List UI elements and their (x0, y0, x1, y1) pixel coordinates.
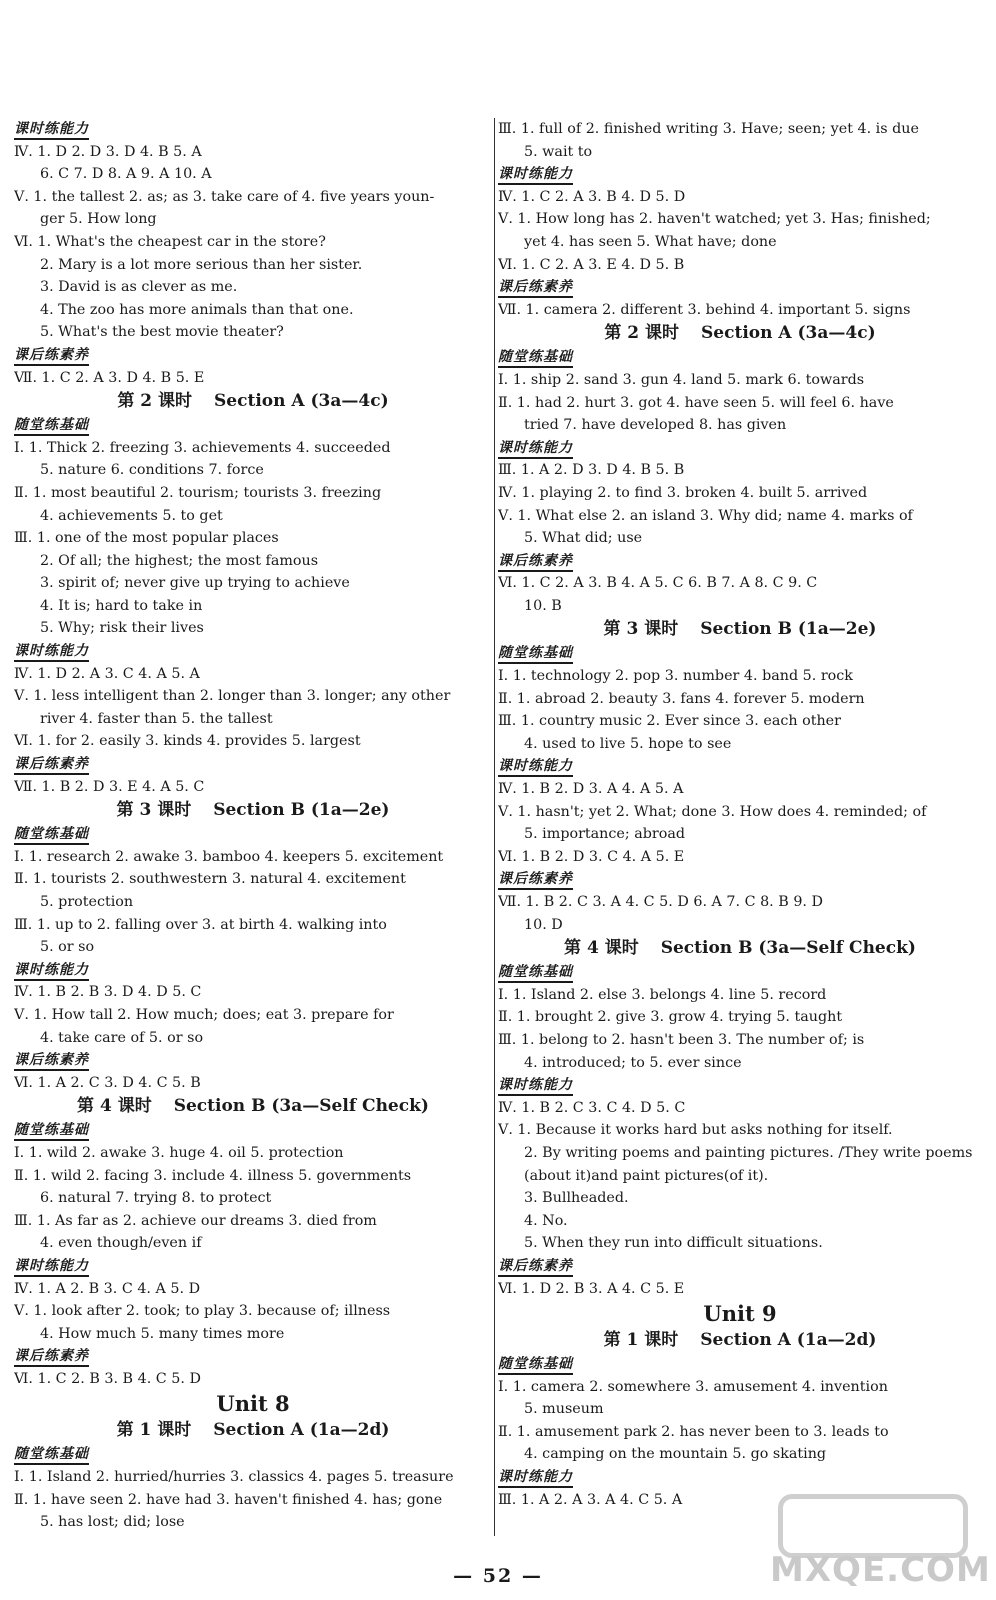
section-tag (498, 961, 982, 984)
answer-line: Ⅲ. 1. A 2. D 3. D 4. B 5. B (498, 462, 685, 479)
answer-line: Ⅲ. 1. full of 2. finished writing 3. Have; seen; yet 4. is due (498, 121, 919, 137)
answer-line: Ⅰ. 1. Thick 2. freezing 3. achievements 4. succeeded (14, 439, 391, 456)
answer-line-continued: 4. introduced; to 5. ever since (524, 1054, 742, 1071)
answer-line: Ⅲ. 1. A 2. A 3. A 4. C 5. A (498, 1491, 683, 1508)
answer-line-continued: 4. No. (524, 1212, 568, 1229)
lesson-heading (498, 617, 982, 642)
answer-line: Ⅲ. 1. country music 2. Ever since 3. each other (498, 713, 841, 730)
section-tag-label: 随堂练基础 (14, 1446, 89, 1465)
lesson-heading (498, 936, 982, 961)
answer-line-continued: yet 4. has seen 5. What have; done (524, 233, 777, 250)
watermark-logo (770, 1492, 991, 1592)
column-divider (494, 118, 495, 1536)
section-tag (14, 640, 492, 663)
section-tag-label: 课时练能力 (14, 643, 89, 662)
answer-line: Ⅶ. 1. camera 2. different 3. behind 4. important 5. signs (498, 301, 911, 318)
section-tag (14, 1049, 492, 1072)
answer-line-continued: 4. camping on the mountain 5. go skating (524, 1446, 827, 1463)
answer-line: Ⅴ. 1. the tallest 2. as; as 3. take care of 4. five years youn- (14, 188, 435, 205)
section-tag-label: 课后练素养 (14, 1052, 89, 1071)
section-tag-label: 课时练能力 (498, 440, 573, 459)
section-tag-label: 课时练能力 (14, 962, 89, 981)
answer-line: Ⅵ. 1. B 2. D 3. C 4. A 5. E (498, 848, 685, 865)
lesson-section: Section B (3a—Self Check) (660, 938, 916, 959)
answer-line: Ⅴ. 1. less intelligent than 2. longer than 3. longer; any other (14, 688, 451, 705)
answer-line: Ⅴ. 1. What else 2. an island 3. Why did; name 4. marks of (498, 507, 913, 524)
section-tag (498, 642, 982, 665)
watermark-text: MXQE.COM (770, 1550, 991, 1590)
answer-line: Ⅰ. 1. camera 2. somewhere 3. amusement 4. invention (498, 1378, 888, 1395)
answer-line: Ⅳ. 1. D 2. D 3. D 4. B 5. A (14, 143, 202, 160)
lesson-heading (14, 1094, 492, 1119)
section-tag-label: 随堂练基础 (498, 349, 573, 368)
answer-line-continued: 5. What's the best movie theater? (40, 324, 284, 341)
lesson-number: 第 3 课时 (116, 800, 192, 821)
answer-line-continued: 5. When they run into difficult situations. (524, 1235, 823, 1252)
answer-line: Ⅰ. 1. ship 2. sand 3. gun 4. land 5. mark 6. towards (498, 371, 865, 388)
answer-line-continued: 5. What did; use (524, 530, 643, 547)
section-tag (498, 550, 982, 573)
answer-line: Ⅰ. 1. research 2. awake 3. bamboo 4. keepers 5. excitement (14, 848, 444, 865)
lesson-number: 第 2 课时 (604, 323, 680, 344)
section-tag (498, 346, 982, 369)
answer-line: Ⅶ. 1. B 2. D 3. E 4. A 5. C (14, 778, 205, 795)
section-tag (14, 414, 492, 437)
answer-line-continued: 2. By writing poems and painting pictures. /They write poems (524, 1144, 973, 1161)
section-tag-label: 随堂练基础 (14, 826, 89, 845)
answer-line-continued: 4. even though/even if (40, 1235, 202, 1252)
lesson-heading (14, 389, 492, 414)
lesson-section: Section A (1a—2d) (700, 1330, 877, 1351)
answer-line: Ⅳ. 1. D 2. A 3. C 4. A 5. A (14, 665, 200, 682)
section-tag (14, 823, 492, 846)
answer-line-continued: 5. protection (40, 894, 134, 910)
answer-line: Ⅶ. 1. B 2. C 3. A 4. C 5. D 6. A 7. C 8. B 9. D (498, 894, 823, 910)
answer-line: Ⅳ. 1. C 2. A 3. B 4. D 5. D (498, 188, 686, 205)
lesson-heading (14, 798, 492, 823)
answer-line: Ⅴ. 1. look after 2. took; to play 3. because of; illness (14, 1303, 391, 1320)
section-tag (498, 437, 982, 460)
answer-line: Ⅴ. 1. How tall 2. How much; does; eat 3. prepare for (14, 1006, 394, 1023)
section-tag-label: 课后练素养 (14, 347, 89, 366)
answer-line: Ⅰ. 1. technology 2. pop 3. number 4. band 5. rock (498, 668, 853, 685)
section-tag (498, 1074, 982, 1097)
answer-line-continued: 5. or so (40, 939, 95, 956)
left-column (14, 118, 492, 1534)
lesson-number: 第 4 课时 (77, 1096, 152, 1117)
answer-line: Ⅲ. 1. one of the most popular places (14, 530, 279, 547)
answer-line-continued: 4. take care of 5. or so (40, 1029, 204, 1046)
lesson-section: Section A (1a—2d) (213, 1420, 390, 1441)
answer-line-continued: 3. spirit of; never give up trying to achieve (40, 575, 350, 592)
answer-line: Ⅰ. 1. Island 2. else 3. belongs 4. line 5. record (498, 986, 827, 1003)
section-tag (498, 1353, 982, 1376)
section-tag (14, 118, 492, 141)
answer-line: Ⅳ. 1. B 2. D 3. A 4. A 5. A (498, 781, 684, 798)
section-tag-label: 随堂练基础 (14, 1122, 89, 1141)
section-tag-label: 课后练素养 (498, 871, 573, 890)
answer-line: Ⅵ. 1. A 2. C 3. D 4. C 5. B (14, 1074, 201, 1091)
answer-line-continued: (about it)and paint pictures(of it). (524, 1167, 769, 1184)
section-tag-label: 课后练素养 (14, 756, 89, 775)
answer-line-continued: tried 7. have developed 8. has given (524, 417, 787, 434)
section-tag-label: 课后练素养 (498, 553, 573, 572)
lesson-number: 第 2 课时 (117, 391, 193, 412)
section-tag (14, 1255, 492, 1278)
answer-line: Ⅱ. 1. had 2. hurt 3. got 4. have seen 5. will feel 6. have (498, 394, 894, 411)
section-tag (498, 1466, 982, 1489)
answer-line: Ⅱ. 1. tourists 2. southwestern 3. natural 4. excitement (14, 871, 406, 888)
answer-line: Ⅵ. 1. What's the cheapest car in the store? (14, 233, 326, 250)
answer-line: Ⅰ. 1. wild 2. awake 3. huge 4. oil 5. protection (14, 1144, 344, 1161)
answer-line-continued: 6. natural 7. trying 8. to protect (40, 1190, 272, 1207)
section-tag-label: 随堂练基础 (14, 417, 89, 436)
answer-line-continued: 3. Bullheaded. (524, 1190, 629, 1207)
answer-line: Ⅱ. 1. have seen 2. have had 3. haven't finished 4. has; gone (14, 1491, 443, 1508)
section-tag (498, 276, 982, 299)
lesson-section: Section B (1a—2e) (213, 800, 390, 821)
lesson-section: Section A (3a—4c) (214, 391, 389, 412)
answer-line-continued: 3. David is as clever as me. (40, 279, 238, 296)
answer-line: Ⅱ. 1. abroad 2. beauty 3. fans 4. forever 5. modern (498, 690, 865, 707)
section-tag-label: 课时练能力 (498, 1469, 573, 1488)
answer-line: Ⅴ. 1. hasn't; yet 2. What; done 3. How does 4. reminded; of (498, 803, 927, 820)
lesson-heading (498, 321, 982, 346)
answer-line-continued: 4. achievements 5. to get (40, 507, 223, 524)
page-number: — 52 — (453, 1565, 543, 1587)
answer-line-continued: 10. B (524, 597, 562, 614)
lesson-number: 第 4 课时 (564, 938, 639, 959)
answer-line-continued: 4. It is; hard to take in (40, 597, 203, 614)
answer-line: Ⅳ. 1. playing 2. to find 3. broken 4. built 5. arrived (498, 484, 868, 501)
answer-line-continued: 2. Of all; the highest; the most famous (40, 552, 319, 569)
section-tag-label: 课后练素养 (498, 279, 573, 298)
lesson-number: 第 1 课时 (116, 1420, 192, 1441)
section-tag (14, 1345, 492, 1368)
answer-line-continued: ger 5. How long (40, 211, 157, 228)
answer-line-continued: 5. has lost; did; lose (40, 1514, 185, 1531)
lesson-section: Section A (3a—4c) (701, 323, 876, 344)
section-tag (498, 755, 982, 778)
section-tag-label: 课时练能力 (14, 1258, 89, 1277)
lesson-section: Section B (3a—Self Check) (173, 1096, 429, 1117)
section-tag-label: 课时练能力 (498, 1077, 573, 1096)
answer-line: Ⅱ. 1. most beautiful 2. tourism; tourists 3. freezing (14, 484, 382, 501)
answer-line: Ⅵ. 1. for 2. easily 3. kinds 4. provides 5. largest (14, 733, 361, 750)
section-tag (14, 753, 492, 776)
section-tag (14, 344, 492, 367)
answer-line: Ⅱ. 1. brought 2. give 3. grow 4. trying 5. taught (498, 1009, 843, 1026)
answer-line: Ⅴ. 1. Because it works hard but asks nothing for itself. (498, 1122, 893, 1139)
section-tag (14, 959, 492, 982)
lesson-heading (14, 1418, 492, 1443)
answer-line: Ⅳ. 1. B 2. B 3. D 4. D 5. C (14, 984, 202, 1001)
answer-line: Ⅵ. 1. C 2. A 3. E 4. D 5. B (498, 256, 685, 273)
section-tag-label: 随堂练基础 (498, 964, 573, 983)
answer-line-continued: river 4. faster than 5. the tallest (40, 710, 273, 727)
answer-line: Ⅲ. 1. As far as 2. achieve our dreams 3. died from (14, 1212, 377, 1229)
answer-line: Ⅵ. 1. C 2. B 3. B 4. C 5. D (14, 1370, 201, 1387)
answer-line: Ⅴ. 1. How long has 2. haven't watched; yet 3. Has; finished; (498, 211, 931, 228)
lesson-number: 第 1 课时 (603, 1330, 679, 1351)
section-tag-label: 随堂练基础 (498, 645, 573, 664)
answer-line: Ⅲ. 1. up to 2. falling over 3. at birth 4. walking into (14, 916, 387, 933)
section-tag-label: 课后练素养 (14, 1348, 89, 1367)
answer-line-continued: 10. D (524, 916, 563, 933)
right-column (498, 118, 982, 1511)
answer-line-continued: 5. wait to (524, 143, 593, 160)
answer-line-continued: 4. How much 5. many times more (40, 1325, 285, 1342)
unit-title: Unit 8 (216, 1391, 290, 1417)
answer-line-continued: 5. nature 6. conditions 7. force (40, 462, 264, 479)
answer-line-continued: 5. museum (524, 1401, 604, 1418)
answer-line: Ⅱ. 1. amusement park 2. has never been to 3. leads to (498, 1423, 889, 1440)
answer-line: Ⅳ. 1. A 2. B 3. C 4. A 5. D (14, 1280, 201, 1297)
section-tag-label: 课时练能力 (14, 121, 89, 140)
answer-line: Ⅳ. 1. B 2. C 3. C 4. D 5. C (498, 1099, 686, 1116)
section-tag (14, 1443, 492, 1466)
lesson-heading (498, 1328, 982, 1353)
answer-line-continued: 4. The zoo has more animals than that one. (40, 301, 354, 318)
section-tag-label: 课时练能力 (498, 166, 573, 185)
answer-line: Ⅵ. 1. C 2. A 3. B 4. A 5. C 6. B 7. A 8. C 9. C (498, 575, 818, 592)
section-tag-label: 课时练能力 (498, 758, 573, 777)
answer-line: Ⅱ. 1. wild 2. facing 3. include 4. illness 5. governments (14, 1167, 412, 1184)
unit-title: Unit 9 (703, 1301, 777, 1327)
answer-line: Ⅶ. 1. C 2. A 3. D 4. B 5. E (14, 369, 205, 386)
watermark-icon (778, 1494, 968, 1558)
answer-line-continued: 6. C 7. D 8. A 9. A 10. A (40, 166, 212, 183)
lesson-section: Section B (1a—2e) (700, 619, 877, 640)
answer-line: Ⅵ. 1. D 2. B 3. A 4. C 5. E (498, 1280, 685, 1297)
lesson-number: 第 3 课时 (603, 619, 679, 640)
section-tag-label: 随堂练基础 (498, 1356, 573, 1375)
section-tag (498, 163, 982, 186)
answer-line-continued: 4. used to live 5. hope to see (524, 735, 732, 752)
answer-line: Ⅰ. 1. Island 2. hurried/hurries 3. classics 4. pages 5. treasure (14, 1469, 454, 1486)
answer-line-continued: 2. Mary is a lot more serious than her sister. (40, 256, 363, 273)
answer-line-continued: 5. importance; abroad (524, 826, 686, 843)
section-tag (498, 1255, 982, 1278)
answer-line: Ⅲ. 1. belong to 2. hasn't been 3. The number of; is (498, 1031, 865, 1048)
section-tag (14, 1119, 492, 1142)
section-tag-label: 课后练素养 (498, 1258, 573, 1277)
section-tag (498, 868, 982, 891)
answer-line-continued: 5. Why; risk their lives (40, 620, 204, 637)
